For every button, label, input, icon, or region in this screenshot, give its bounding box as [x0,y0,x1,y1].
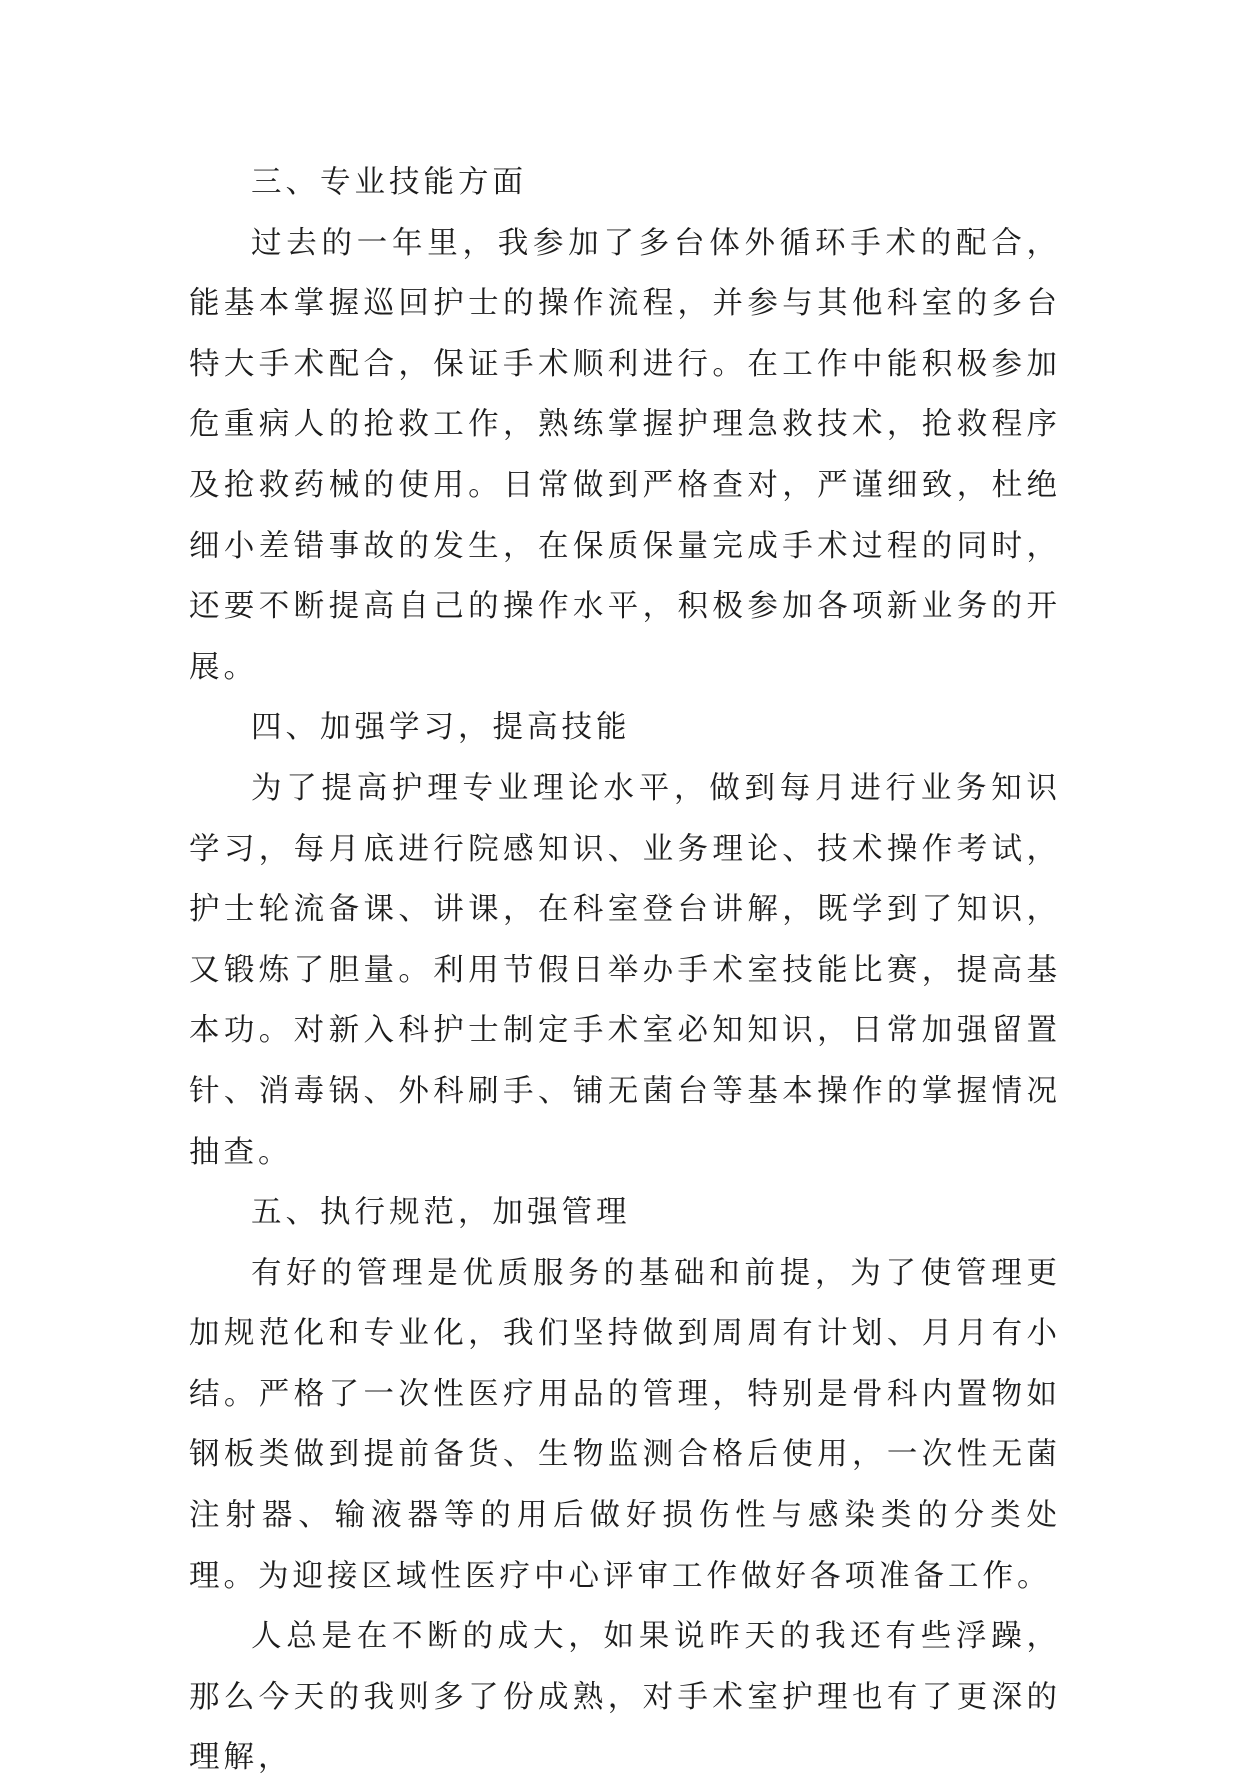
paragraph-growth: 人总是在不断的成大，如果说昨天的我还有些浮躁，那么今天的我则多了份成熟，对手术室护理也有了更深的理解， [189,1619,1061,1776]
section-heading-learning: 四、加强学习，提高技能 [251,710,631,746]
section-heading-management: 五、执行规范，加强管理 [251,1195,631,1231]
paragraph-skills: 过去的一年里，我参加了多台体外循环手术的配合，能基本掌握巡回护士的操作流程，并参与其他科室的多台特大手术配合，保证手术顺利进行。在工作中能积极参加危重病人的抢救工作，熟练掌握护理急救技术，抢救程序及抢救药械的使用。日常做到严格查对，严谨细致，杜绝细小差错事故的发生，在保质保量完成手术过程的同时，还要不断提高自己的操作水平，积极参加各项新业务的开展。 [189,225,1061,685]
paragraph-learning: 为了提高护理专业理论水平，做到每月进行业务知识学习，每月底进行院感知识、业务理论、技术操作考试，护士轮流备课、讲课，在科室登台讲解，既学到了知识，又锻炼了胆量。利用节假日举办手术室技能比赛，提高基本功。对新入科护士制定手术室必知知识，日常加强留置针、消毒锅、外科刷手、铺无菌台等基本操作的掌握情况抽查。 [189,770,1061,1170]
section-heading-skills: 三、专业技能方面 [251,165,527,200]
document-body [189,153,1061,1789]
paragraph-management: 有好的管理是优质服务的基础和前提，为了使管理更加规范化和专业化，我们坚持做到周周有计划、月月有小结。严格了一次性医疗用品的管理，特别是骨科内置物如钢板类做到提前备货、生物监测合格后使用，一次性无菌注射器、输液器等的用后做好损伤性与感染类的分类处理。为迎接区域性医疗中心评审工作做好各项准备工作。 [189,1255,1061,1594]
